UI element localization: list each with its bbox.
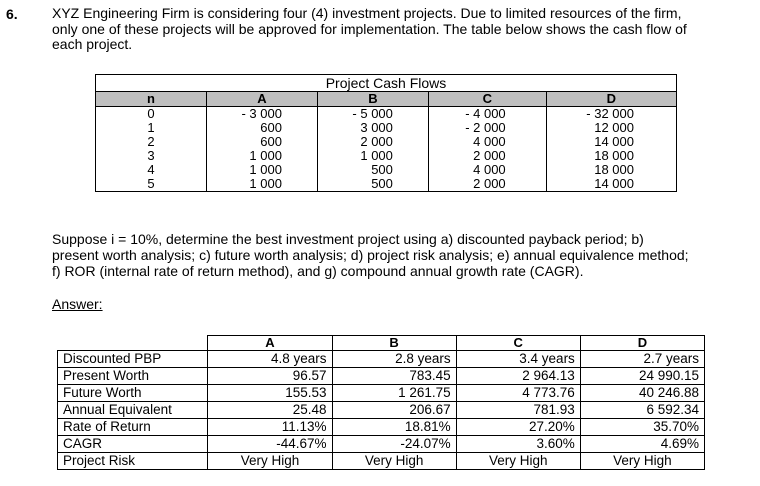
table-cell: Very High	[208, 453, 332, 470]
prompt-line: present worth analysis; c) future worth analysis; d) project risk analysis; e) annual equivalence method;	[52, 247, 689, 263]
question-prompt	[52, 231, 689, 279]
table-row	[58, 368, 705, 385]
column-header: A	[208, 336, 332, 351]
table-cell: 4.69%	[580, 436, 704, 453]
intro-line: XYZ Engineering Firm is considering four (4) investment projects. Due to limited resources of the firm,	[52, 5, 682, 21]
table-row	[58, 453, 705, 470]
column-header: D	[580, 336, 704, 351]
table-cell: 40 246.88	[580, 385, 704, 402]
column-header: C	[428, 92, 546, 107]
table-cell: - 3 000	[207, 107, 318, 122]
table-cell: 1 000	[207, 163, 318, 177]
answer-label: Answer:	[52, 296, 103, 312]
table-cell: Very High	[580, 453, 704, 470]
row-label: Present Worth	[58, 368, 208, 385]
table-cell: 4.8 years	[208, 351, 332, 368]
table-cell: 18 000	[546, 149, 676, 163]
table-cell: 3	[96, 149, 207, 163]
table-row	[58, 385, 705, 402]
table-cell: 155.53	[208, 385, 332, 402]
column-header: A	[207, 92, 318, 107]
table-row	[96, 163, 677, 177]
cash-table-header-row	[96, 92, 677, 107]
table-row	[96, 149, 677, 163]
table-cell: 206.67	[332, 402, 456, 419]
table-cell: 25.48	[208, 402, 332, 419]
column-header: C	[456, 336, 580, 351]
table-row	[58, 419, 705, 436]
row-label: Future Worth	[58, 385, 208, 402]
table-row	[58, 436, 705, 453]
row-label: Annual Equivalent	[58, 402, 208, 419]
table-cell: 2 000	[428, 177, 546, 192]
table-cell: 14 000	[546, 135, 676, 149]
column-header: D	[546, 92, 676, 107]
table-cell: 3 000	[317, 121, 428, 135]
table-cell: 1 000	[207, 149, 318, 163]
column-header: B	[332, 336, 456, 351]
table-cell: - 32 000	[546, 107, 676, 122]
table-cell: 12 000	[546, 121, 676, 135]
table-cell: Very High	[332, 453, 456, 470]
column-header: B	[317, 92, 428, 107]
table-row	[96, 135, 677, 149]
question-intro	[52, 6, 742, 53]
table-cell: - 4 000	[428, 107, 546, 122]
prompt-line: f) ROR (internal rate of return method), and g) compound annual growth rate (CAGR).	[52, 263, 584, 279]
table-cell: 35.70%	[580, 419, 704, 436]
table-cell: - 5 000	[317, 107, 428, 122]
table-cell: 18.81%	[332, 419, 456, 436]
table-cell: 14 000	[546, 177, 676, 192]
table-cell: 1 000	[207, 177, 318, 192]
table-cell: 500	[317, 177, 428, 192]
table-row	[96, 177, 677, 192]
table-cell: - 2 000	[428, 121, 546, 135]
table-cell: 781.93	[456, 402, 580, 419]
table-row	[96, 107, 677, 122]
table-cell: 3.4 years	[456, 351, 580, 368]
table-cell: 500	[317, 163, 428, 177]
cash-flow-table	[95, 74, 677, 192]
row-label: Rate of Return	[58, 419, 208, 436]
table-cell: 1 000	[317, 149, 428, 163]
table-cell: 600	[207, 135, 318, 149]
cash-table-caption: Project Cash Flows	[96, 75, 677, 92]
table-cell: Very High	[456, 453, 580, 470]
table-cell: -44.67%	[208, 436, 332, 453]
answer-header-row	[58, 336, 705, 351]
table-cell: 1 261.75	[332, 385, 456, 402]
table-cell: 4 000	[428, 135, 546, 149]
table-row	[58, 402, 705, 419]
table-cell: 2 000	[428, 149, 546, 163]
table-cell: 4 773.76	[456, 385, 580, 402]
table-cell: 4 000	[428, 163, 546, 177]
table-cell: 0	[96, 107, 207, 122]
table-cell: 18 000	[546, 163, 676, 177]
table-cell: 3.60%	[456, 436, 580, 453]
table-cell: 783.45	[332, 368, 456, 385]
row-label: Project Risk	[58, 453, 208, 470]
table-cell: 27.20%	[456, 419, 580, 436]
table-cell: 96.57	[208, 368, 332, 385]
table-cell: 2.7 years	[580, 351, 704, 368]
row-label: CAGR	[58, 436, 208, 453]
table-cell: 6 592.34	[580, 402, 704, 419]
table-cell: 4	[96, 163, 207, 177]
table-cell: 2 000	[317, 135, 428, 149]
table-cell: 5	[96, 177, 207, 192]
table-cell: -24.07%	[332, 436, 456, 453]
table-cell: 24 990.15	[580, 368, 704, 385]
table-row	[58, 351, 705, 368]
intro-line: only one of these projects will be approved for implementation. The table below shows the cash flow of	[52, 20, 687, 37]
column-header: n	[96, 92, 207, 107]
table-cell: 1	[96, 121, 207, 135]
question-number: 6.	[6, 6, 18, 22]
column-header	[58, 336, 208, 351]
table-cell: 2 964.13	[456, 368, 580, 385]
answer-table	[57, 335, 705, 470]
row-label: Discounted PBP	[58, 351, 208, 368]
table-cell: 11.13%	[208, 419, 332, 436]
table-cell: 600	[207, 121, 318, 135]
table-cell: 2.8 years	[332, 351, 456, 368]
prompt-line: Suppose i = 10%, determine the best investment project using a) discounted payback period; b)	[52, 231, 644, 247]
intro-line: each project.	[52, 36, 133, 52]
table-row	[96, 121, 677, 135]
table-cell: 2	[96, 135, 207, 149]
